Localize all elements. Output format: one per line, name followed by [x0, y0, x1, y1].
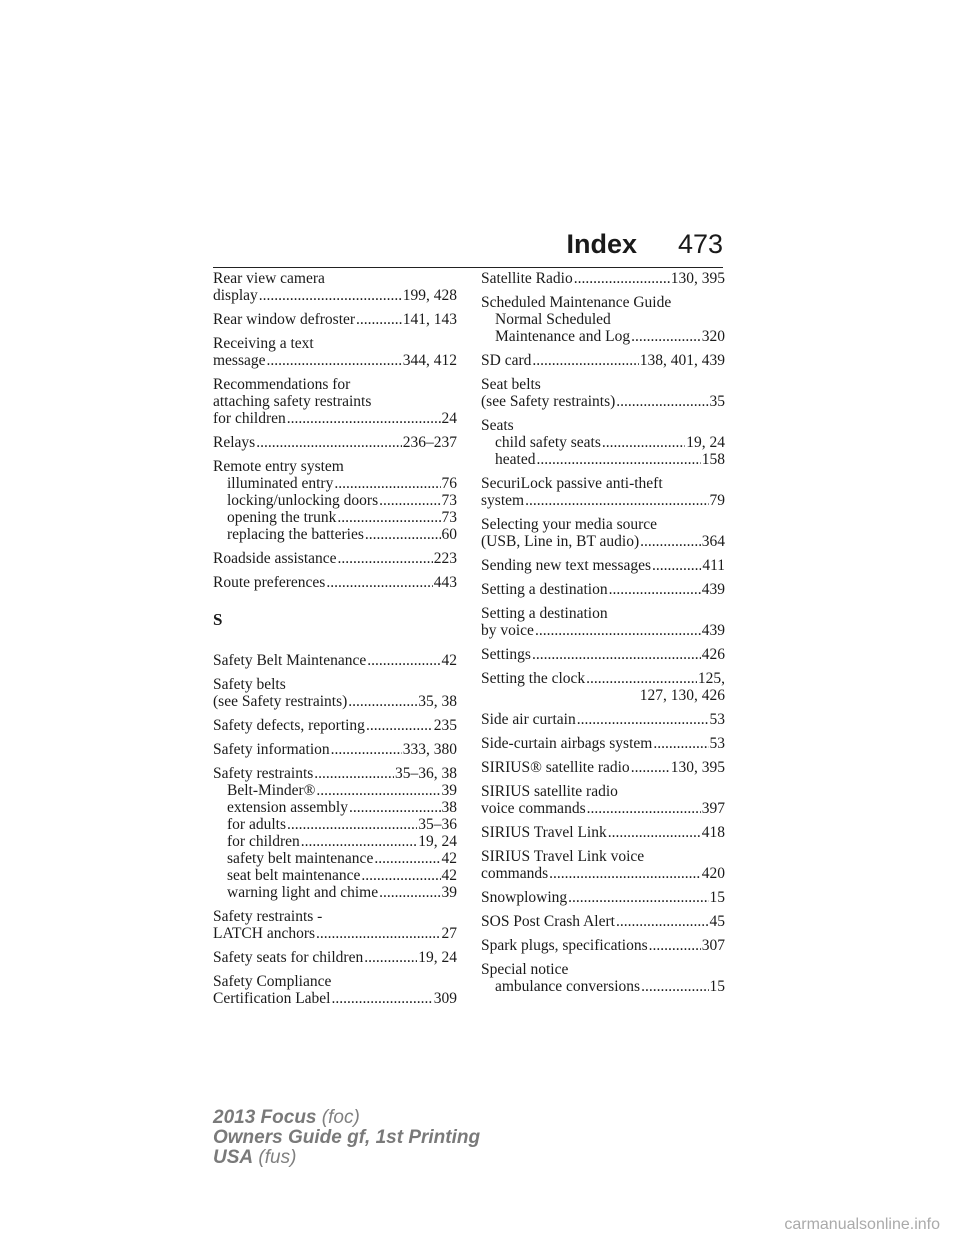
index-page-ref: 42	[441, 850, 457, 867]
document-footer	[213, 1108, 480, 1168]
index-page-ref: 15	[709, 889, 725, 906]
index-term: Side-curtain airbags system	[481, 735, 653, 752]
index-entry	[213, 741, 457, 758]
index-entry	[481, 711, 725, 728]
index-entry-line	[481, 759, 725, 776]
index-entry-line	[481, 646, 725, 663]
dot-leader	[364, 949, 417, 966]
dot-leader	[631, 328, 701, 345]
index-entry	[481, 352, 725, 369]
index-page-ref: 35	[709, 393, 725, 410]
index-page-ref: 79	[709, 492, 725, 509]
index-entry-line	[481, 581, 725, 598]
index-entry-line	[481, 516, 725, 533]
dot-leader	[602, 434, 685, 451]
index-term: Safety seats for children	[213, 949, 364, 966]
index-subentry-line	[481, 328, 725, 345]
index-subentry-line	[481, 434, 725, 451]
dot-leader	[549, 865, 701, 882]
index-page-ref: 364	[701, 533, 725, 550]
index-term: Route preferences	[213, 574, 326, 591]
index-column-left	[213, 270, 457, 1014]
dot-leader	[332, 990, 433, 1007]
dot-leader	[525, 492, 708, 509]
index-entry	[213, 434, 457, 451]
index-page-ref: 35–36, 38	[395, 765, 457, 782]
index-entry-line	[481, 848, 725, 865]
index-term: Safety defects, reporting	[213, 717, 365, 734]
index-subentry-line	[213, 867, 457, 884]
dot-leader	[652, 557, 701, 574]
index-subentry-line	[213, 509, 457, 526]
dot-leader	[334, 475, 440, 492]
index-entry-line	[481, 824, 725, 841]
index-entry-line	[213, 741, 457, 758]
index-term: extension assembly	[227, 799, 348, 816]
index-page-ref: 236–237	[402, 434, 457, 451]
dot-leader	[631, 759, 670, 776]
index-term: Safety restraints	[213, 765, 314, 782]
index-term: (see Safety restraints)	[481, 393, 616, 410]
index-term: Remote entry system	[213, 458, 344, 475]
index-term: for children	[227, 833, 300, 850]
index-entry	[481, 783, 725, 817]
index-term: safety belt maintenance	[227, 850, 374, 867]
dot-leader	[365, 526, 441, 543]
dot-leader	[616, 913, 709, 930]
index-page-ref: 24	[441, 410, 457, 427]
index-term: seat belt maintenance	[227, 867, 361, 884]
index-subentry-line	[213, 850, 457, 867]
index-entry-line	[213, 311, 457, 328]
index-page-ref: 53	[709, 711, 725, 728]
index-entry-line	[481, 557, 725, 574]
index-page-ref: 39	[441, 884, 457, 901]
index-page-ref: 35, 38	[418, 693, 457, 710]
index-term: attaching safety restraints	[213, 393, 372, 410]
index-term: Safety restraints -	[213, 908, 323, 925]
index-term: Setting a destination	[481, 605, 608, 622]
index-entry-line	[213, 270, 457, 287]
dot-leader	[287, 410, 441, 427]
index-term: warning light and chime	[227, 884, 379, 901]
index-page-ref: 35–36	[418, 816, 457, 833]
index-entry-line	[481, 533, 725, 550]
index-term: Receiving a text	[213, 335, 314, 352]
index-subentry-line	[213, 526, 457, 543]
index-entry	[481, 646, 725, 663]
index-entry	[481, 581, 725, 598]
footer-region-code: (fus)	[258, 1147, 297, 1168]
header-rule	[213, 267, 723, 268]
index-subentry-line	[213, 475, 457, 492]
index-entry	[481, 759, 725, 776]
index-entry-line	[481, 670, 725, 687]
dot-leader	[640, 533, 701, 550]
index-page-ref: 19, 24	[686, 434, 725, 451]
index-page-ref: 309	[433, 990, 457, 1007]
index-page-continuation: 127, 130, 426	[639, 687, 725, 704]
index-entry	[213, 574, 457, 591]
index-page-ref: 141, 143	[402, 311, 457, 328]
index-page-ref: 397	[701, 800, 725, 817]
index-entry	[481, 735, 725, 752]
index-page-ref: 439	[701, 622, 725, 639]
index-term: by voice	[481, 622, 534, 639]
index-term: Rear view camera	[213, 270, 325, 287]
index-letter-heading: S	[213, 610, 223, 629]
dot-leader	[653, 735, 708, 752]
dot-leader	[587, 800, 701, 817]
index-term: Maintenance and Log	[495, 328, 631, 345]
dot-leader	[532, 646, 701, 663]
dot-leader	[577, 711, 709, 728]
index-entry-line	[213, 765, 457, 782]
dot-leader	[608, 824, 701, 841]
index-term: Snowplowing	[481, 889, 568, 906]
dot-leader	[338, 550, 433, 567]
index-term: Certification Label	[213, 990, 331, 1007]
index-term: SIRIUS Travel Link	[481, 824, 607, 841]
index-entry-line	[213, 352, 457, 369]
index-entry	[213, 458, 457, 543]
index-page-ref: 320	[701, 328, 725, 345]
index-page-ref: 45	[709, 913, 725, 930]
index-page-ref: 19, 24	[418, 833, 457, 850]
dot-leader	[316, 925, 440, 942]
index-entry-line	[481, 622, 725, 639]
index-entry	[213, 908, 457, 942]
index-entry	[213, 949, 457, 966]
dot-leader	[367, 652, 440, 669]
index-term: Side air curtain	[481, 711, 576, 728]
index-entry-line	[213, 574, 457, 591]
dot-leader	[259, 287, 402, 304]
index-subentry-line	[213, 884, 457, 901]
index-term: message	[213, 352, 266, 369]
index-entry	[213, 270, 457, 304]
index-term: SecuriLock passive anti-theft	[481, 475, 663, 492]
section-title: Index	[566, 229, 637, 259]
index-term: Roadside assistance	[213, 550, 337, 567]
index-term: Sending new text messages	[481, 557, 652, 574]
index-entry-line	[481, 393, 725, 410]
index-term: Safety information	[213, 741, 330, 758]
index-entry-line	[213, 676, 457, 693]
index-entry-line	[213, 550, 457, 567]
index-term: Satellite Radio	[481, 270, 573, 287]
index-entry-line	[213, 973, 457, 990]
index-entry-line	[481, 376, 725, 393]
index-page-ref: 73	[441, 492, 457, 509]
index-entry	[481, 605, 725, 639]
index-term: Safety Compliance	[213, 973, 332, 990]
index-page-ref: 333, 380	[402, 741, 457, 758]
index-page-ref: 15	[709, 978, 725, 995]
index-entry-line	[481, 492, 725, 509]
index-entry	[213, 676, 457, 710]
index-entry-line	[481, 270, 725, 287]
index-term: replacing the batteries	[227, 526, 364, 543]
index-page-ref: 235	[433, 717, 457, 734]
index-page-ref: 223	[433, 550, 457, 567]
index-page-ref: 38	[441, 799, 457, 816]
dot-leader	[256, 434, 402, 451]
index-entry	[213, 973, 457, 1007]
index-entry-line	[481, 800, 725, 817]
index-entry-line	[481, 417, 725, 434]
index-term: illuminated entry	[227, 475, 334, 492]
index-entry-line	[481, 735, 725, 752]
index-term: display	[213, 287, 258, 304]
index-term: Setting the clock	[481, 670, 586, 687]
index-term: Relays	[213, 434, 256, 451]
index-entry-line	[213, 949, 457, 966]
index-entry-line	[213, 717, 457, 734]
index-term: Normal Scheduled	[495, 311, 611, 328]
index-term: SIRIUS® satellite radio	[481, 759, 630, 776]
index-entry-line	[481, 961, 725, 978]
index-entry-line	[213, 925, 457, 942]
index-entry-line	[481, 475, 725, 492]
index-entry-line	[213, 287, 457, 304]
index-term: for children	[213, 410, 286, 427]
dot-leader	[267, 352, 402, 369]
index-term: ambulance conversions	[495, 978, 641, 995]
dot-leader	[314, 765, 394, 782]
index-subentry-line	[481, 311, 725, 328]
dot-leader	[287, 816, 417, 833]
index-entry	[213, 311, 457, 328]
dot-leader	[301, 833, 418, 850]
index-entry-line	[481, 711, 725, 728]
index-page-ref: 73	[441, 509, 457, 526]
index-term: LATCH anchors	[213, 925, 316, 942]
dot-leader	[532, 352, 638, 369]
index-term: Safety belts	[213, 676, 286, 693]
index-subentry-line	[213, 782, 457, 799]
index-term: Belt-Minder®	[227, 782, 316, 799]
index-subentry-line	[213, 492, 457, 509]
index-entry	[213, 550, 457, 567]
index-entry-line	[213, 458, 457, 475]
index-entry-line	[481, 783, 725, 800]
watermark: carmanualsonline.info	[784, 1216, 940, 1233]
index-column-right	[481, 270, 725, 1002]
index-page-ref: 307	[701, 937, 725, 954]
index-term: Seat belts	[481, 376, 541, 393]
index-entry	[481, 270, 725, 287]
index-page-ref: 130, 395	[670, 270, 725, 287]
index-entry	[481, 961, 725, 995]
index-page-ref: 411	[702, 557, 725, 574]
dot-leader	[374, 850, 440, 867]
footer-guide: Owners Guide gf, 1st Printing	[213, 1127, 481, 1148]
dot-leader	[586, 670, 697, 687]
index-entry-line	[213, 434, 457, 451]
dot-leader	[568, 889, 708, 906]
index-entry	[481, 937, 725, 954]
dot-leader	[379, 884, 440, 901]
index-term: (see Safety restraints)	[213, 693, 348, 710]
index-term: Spark plugs, specifications	[481, 937, 648, 954]
index-entry	[481, 557, 725, 574]
index-subentry-line	[213, 833, 457, 850]
index-term: SIRIUS satellite radio	[481, 783, 618, 800]
index-page-ref: 27	[441, 925, 457, 942]
index-subentry-line	[213, 799, 457, 816]
dot-leader	[649, 937, 701, 954]
dot-leader	[641, 978, 708, 995]
index-term: Settings	[481, 646, 531, 663]
index-term: Safety Belt Maintenance	[213, 652, 367, 669]
index-entry	[481, 516, 725, 550]
footer-region: USA	[213, 1147, 254, 1168]
index-term: commands	[481, 865, 549, 882]
index-entry	[481, 848, 725, 882]
index-term: Seats	[481, 417, 514, 434]
index-entry-line	[213, 393, 457, 410]
dot-leader	[379, 492, 440, 509]
index-page-ref: 420	[701, 865, 725, 882]
index-subentry-line	[481, 451, 725, 468]
dot-leader	[326, 574, 432, 591]
index-term: for adults	[227, 816, 286, 833]
index-entry-line	[481, 605, 725, 622]
index-term: Scheduled Maintenance Guide	[481, 294, 672, 311]
index-entry-line	[481, 865, 725, 882]
index-term: locking/unlocking doors	[227, 492, 379, 509]
index-page-ref: 60	[441, 526, 457, 543]
index-page-ref: 443	[433, 574, 457, 591]
footer-model: 2013 Focus	[213, 1107, 317, 1128]
index-term: Selecting your media source	[481, 516, 658, 533]
index-entry	[481, 913, 725, 930]
index-page-ref: 199, 428	[402, 287, 457, 304]
dot-leader	[316, 782, 440, 799]
index-entry-line	[213, 376, 457, 393]
index-entry	[213, 717, 457, 734]
dot-leader	[331, 741, 402, 758]
index-page-ref: 19, 24	[418, 949, 457, 966]
index-page-ref: 42	[441, 652, 457, 669]
index-page-ref: 138, 401, 439	[639, 352, 725, 369]
index-page-ref: 439	[701, 581, 725, 598]
index-page-ref: 418	[701, 824, 725, 841]
index-term: SIRIUS Travel Link voice	[481, 848, 645, 865]
index-entry	[481, 670, 725, 704]
index-page-ref: 158	[701, 451, 725, 468]
index-term: Rear window defroster	[213, 311, 356, 328]
index-entry-line	[213, 335, 457, 352]
index-term: Recommendations for	[213, 376, 351, 393]
page-header	[213, 225, 723, 265]
index-term: Setting a destination	[481, 581, 608, 598]
index-term: opening the trunk	[227, 509, 337, 526]
dot-leader	[349, 799, 441, 816]
index-entry-line	[213, 990, 457, 1007]
index-entry-line	[481, 889, 725, 906]
index-page-ref: 130, 395	[670, 759, 725, 776]
index-term: heated	[495, 451, 536, 468]
index-term: SD card	[481, 352, 532, 369]
index-entry	[481, 889, 725, 906]
index-entry	[213, 652, 457, 669]
index-term: SOS Post Crash Alert	[481, 913, 615, 930]
dot-leader	[574, 270, 670, 287]
index-entry-line	[481, 352, 725, 369]
index-entry	[481, 376, 725, 410]
dot-leader	[337, 509, 440, 526]
index-term: child safety seats	[495, 434, 601, 451]
index-entry	[481, 417, 725, 468]
index-entry-line	[481, 913, 725, 930]
page-number: 473	[677, 229, 723, 259]
index-subentry-line	[481, 978, 725, 995]
index-page-ref: 344, 412	[402, 352, 457, 369]
index-entry	[481, 294, 725, 345]
dot-leader	[536, 451, 700, 468]
index-entry-line	[213, 410, 457, 427]
index-term: system	[481, 492, 525, 509]
dot-leader	[356, 311, 402, 328]
dot-leader	[616, 393, 708, 410]
index-term: voice commands	[481, 800, 586, 817]
dot-leader	[348, 693, 417, 710]
index-page-ref: 426	[701, 646, 725, 663]
index-term: (USB, Line in, BT audio)	[481, 533, 640, 550]
footer-model-code: (foc)	[321, 1107, 360, 1128]
index-entry-line	[213, 908, 457, 925]
index-page-ref: 39	[441, 782, 457, 799]
index-page-ref: 125,	[697, 670, 725, 687]
index-entry	[481, 475, 725, 509]
dot-leader	[366, 717, 433, 734]
index-page-ref: 53	[709, 735, 725, 752]
index-entry	[213, 335, 457, 369]
index-entry-line	[481, 294, 725, 311]
dot-leader	[535, 622, 701, 639]
index-entry	[481, 824, 725, 841]
dot-leader	[361, 867, 440, 884]
index-entry-line	[213, 693, 457, 710]
index-page-ref: 76	[441, 475, 457, 492]
index-page-ref: 42	[441, 867, 457, 884]
index-entry-line	[481, 937, 725, 954]
index-term: Special notice	[481, 961, 569, 978]
dot-leader	[609, 581, 701, 598]
index-entry	[213, 765, 457, 901]
index-entry	[213, 376, 457, 427]
index-entry-line	[213, 652, 457, 669]
index-subentry-line	[213, 816, 457, 833]
